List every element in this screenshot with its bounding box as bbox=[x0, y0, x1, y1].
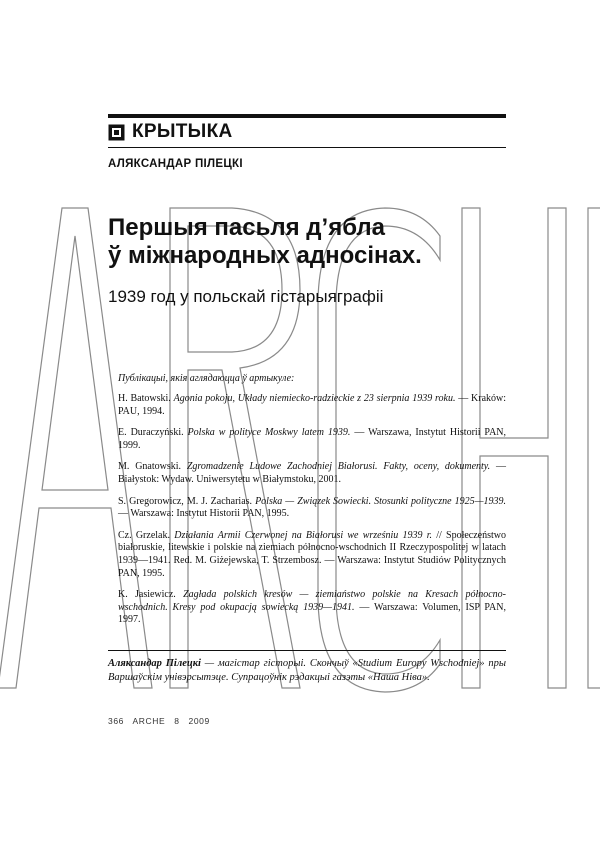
reference-item bbox=[118, 589, 506, 627]
publications-heading: Публікацыі, якія аглядаюцца ў артыкуле: bbox=[118, 373, 295, 384]
bordered-square-icon bbox=[108, 124, 125, 141]
reference-details: — Kraków: PAU, 1994. bbox=[118, 393, 507, 417]
reference-details: // Społeczeństwo białoruskie, litewskie i polskie na ziemiach północno-wschodnich II Rzeczypospolitej w latach 1939—1941. Red. M. Giżejewska, T. Strzembosz. — Warszawa: Instytut Studiów Politycznych PAN, 1995. bbox=[118, 529, 507, 579]
reference-title: Polska — Związek Sowiecki. Stosunki polityczne 1925—1939. bbox=[255, 495, 506, 507]
section-title: КРЫТЫКА bbox=[132, 121, 233, 142]
journal-name: ARCHE bbox=[132, 716, 166, 726]
reference-item bbox=[118, 530, 506, 580]
bio-divider bbox=[108, 650, 506, 651]
reference-item bbox=[118, 496, 506, 521]
reference-author: M. Gnatowski. bbox=[118, 461, 182, 473]
reference-author: S. Gregorowicz, M. J. Zacharias. bbox=[118, 495, 253, 507]
reference-title: Polska w polityce Moskwy latem 1939. bbox=[187, 427, 351, 439]
header-divider bbox=[108, 147, 506, 148]
reference-author: K. Jasiewicz. bbox=[118, 589, 176, 601]
bio-author-name: Аляксандар Пілецкі bbox=[108, 658, 201, 669]
issue-year: 2009 bbox=[188, 716, 210, 726]
reference-details: — Warszawa: Instytut Historii PAN, 1995. bbox=[118, 508, 290, 520]
reference-author: E. Duraczyński. bbox=[118, 427, 184, 439]
article-subtitle: 1939 год у польскай гістарыяграфіі bbox=[108, 287, 384, 306]
page-footer bbox=[108, 716, 216, 726]
reference-list bbox=[118, 393, 506, 636]
article-title-line-2: ў міжнародных адносінах. bbox=[108, 242, 422, 269]
reference-title: Zgromadzenie Ludowe Zachodniej Białorusi. Fakty, oceny, dokumenty. bbox=[186, 461, 491, 473]
bio-text: — магістар гісторыі. Скончыў «Studium Europy Wschodniej» пры Варшаўскім унівэрсытэце. Супрацоўнік рэдакцыі газэты «Наша Ніва». bbox=[108, 658, 506, 683]
reference-author: Cz. Grzelak. bbox=[118, 529, 170, 541]
reference-title: Działania Armii Czerwonej na Białorusi we wrześniu 1939 r. bbox=[174, 529, 433, 541]
section-header bbox=[108, 121, 506, 143]
author-name: АЛЯКСАНДАР ПІЛЕЦКІ bbox=[108, 158, 243, 170]
reference-item bbox=[118, 461, 506, 486]
article-title-line-1: Першыя пасьля д’ябла bbox=[108, 214, 386, 241]
article-title bbox=[108, 214, 508, 270]
reference-details: — Warszawa: Volumen, ISP PAN, 1997. bbox=[118, 601, 506, 626]
issue-number: 8 bbox=[174, 716, 180, 726]
reference-author: H. Batowski. bbox=[118, 393, 171, 404]
page-number: 366 bbox=[108, 716, 124, 726]
reference-details: — Warszawa, Instytut Historii PAN, 1999. bbox=[118, 427, 507, 451]
reference-item bbox=[118, 393, 506, 418]
reference-details: — Białystok: Wydaw. Uniwersytetu w Białymstoku, 2001. bbox=[118, 461, 506, 485]
top-rule bbox=[108, 114, 506, 118]
reference-title: Zagłada polskich kresów — ziemiaństwo polskie na Kresach północno-wschodnich. Kresy pod okupacją sowiecką 1939—1941. bbox=[118, 589, 506, 613]
author-bio bbox=[108, 657, 506, 685]
reference-title: Agonia pokoju, Układy niemiecko-radzieckie z 23 sierpnia 1939 roku. bbox=[173, 393, 456, 404]
reference-item bbox=[118, 427, 506, 452]
